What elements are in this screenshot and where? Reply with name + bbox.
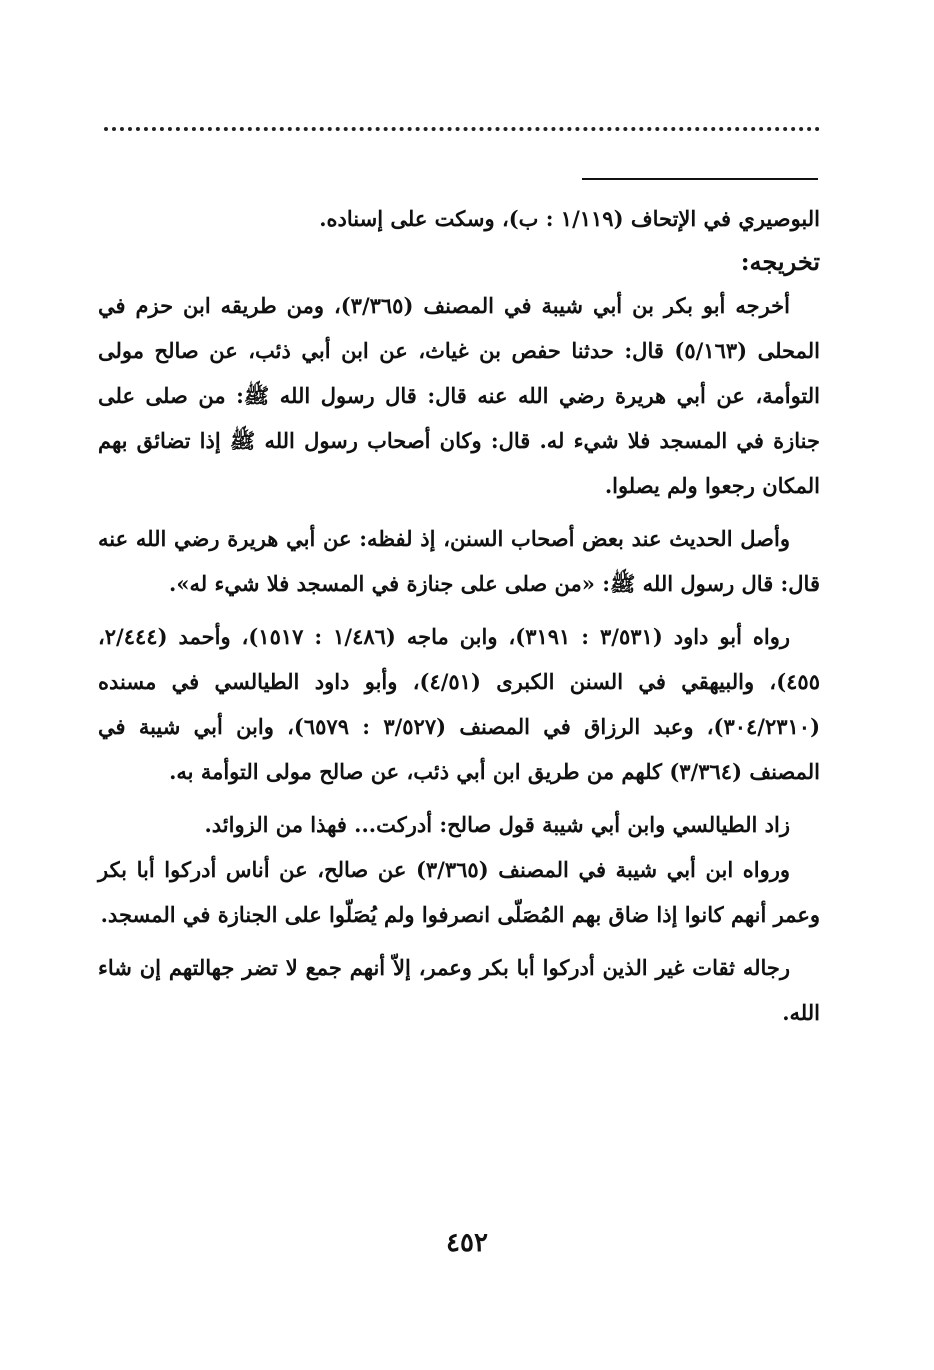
paragraph-1: أخرجه أبو بكر بن أبي شيبة في المصنف (٣/٣٦٥)، ومن طريقه ابن حزم في المحلى (٥/١٦٣) قال: حدثنا حفص بن غياث، عن ابن أبي ذئب، عن صالح مولى التوأمة، عن أبي هريرة رضي الله عنه قال: قال رسول الله ﷺ: من صلى على جنازة في المسجد فلا شيء له. قال: وكان أصحاب رسول الله ﷺ إذا تضائق بهم المكان رجعوا ولم يصلوا. <box>98 293 820 498</box>
takhrij-heading: تخريجه: <box>740 247 820 276</box>
paragraph-4: زاد الطيالسي وابن أبي شيبة قول صالح: أدركت... فهذا من الزوائد. <box>204 812 790 837</box>
paragraph-5: ورواه ابن أبي شيبة في المصنف (٣/٣٦٥) عن صالح، عن أناس أدركوا أبا بكر وعمر أنهم كانوا إذا ضاق بهم المُصَلّى انصرفوا ولم يُصَلّوا على الجنازة في المسجد. <box>98 857 820 927</box>
text-body <box>98 196 820 1035</box>
page-number: ٤٥٢ <box>446 1228 488 1258</box>
footnote-rule <box>582 178 818 180</box>
footnote-continuation: البوصيري في الإتحاف (١/١١٩ : ب)، وسكت على إسناده. <box>319 206 820 231</box>
paragraph-6: رجاله ثقات غير الذين أدركوا أبا بكر وعمر، إلاّ أنهم جمع لا تضر جهالتهم إن شاء الله. <box>98 955 820 1025</box>
paragraph-3: رواه أبو داود (٣/٥٣١ : ٣١٩١)، وابن ماجه (١/٤٨٦ : ١٥١٧)، وأحمد (٢/٤٤٤، ٤٥٥)، والبيهقي في السنن الكبرى (٤/٥١)، وأبو داود الطيالسي في مسنده (٣٠٤/٢٣١٠)، وعبد الرزاق في المصنف (٣/٥٢٧ : ٦٥٧٩)، وابن أبي شيبة في المصنف (٣/٣٦٤) كلهم من طريق ابن أبي ذئب، عن صالح مولى التوأمة به. <box>98 624 821 784</box>
paragraph-2: وأصل الحديث عند بعض أصحاب السنن، إذ لفظه: عن أبي هريرة رضي الله عنه قال: قال رسول الله ﷺ: «من صلى على جنازة في المسجد فلا شيء له». <box>98 526 820 596</box>
dotted-separator <box>104 127 820 131</box>
